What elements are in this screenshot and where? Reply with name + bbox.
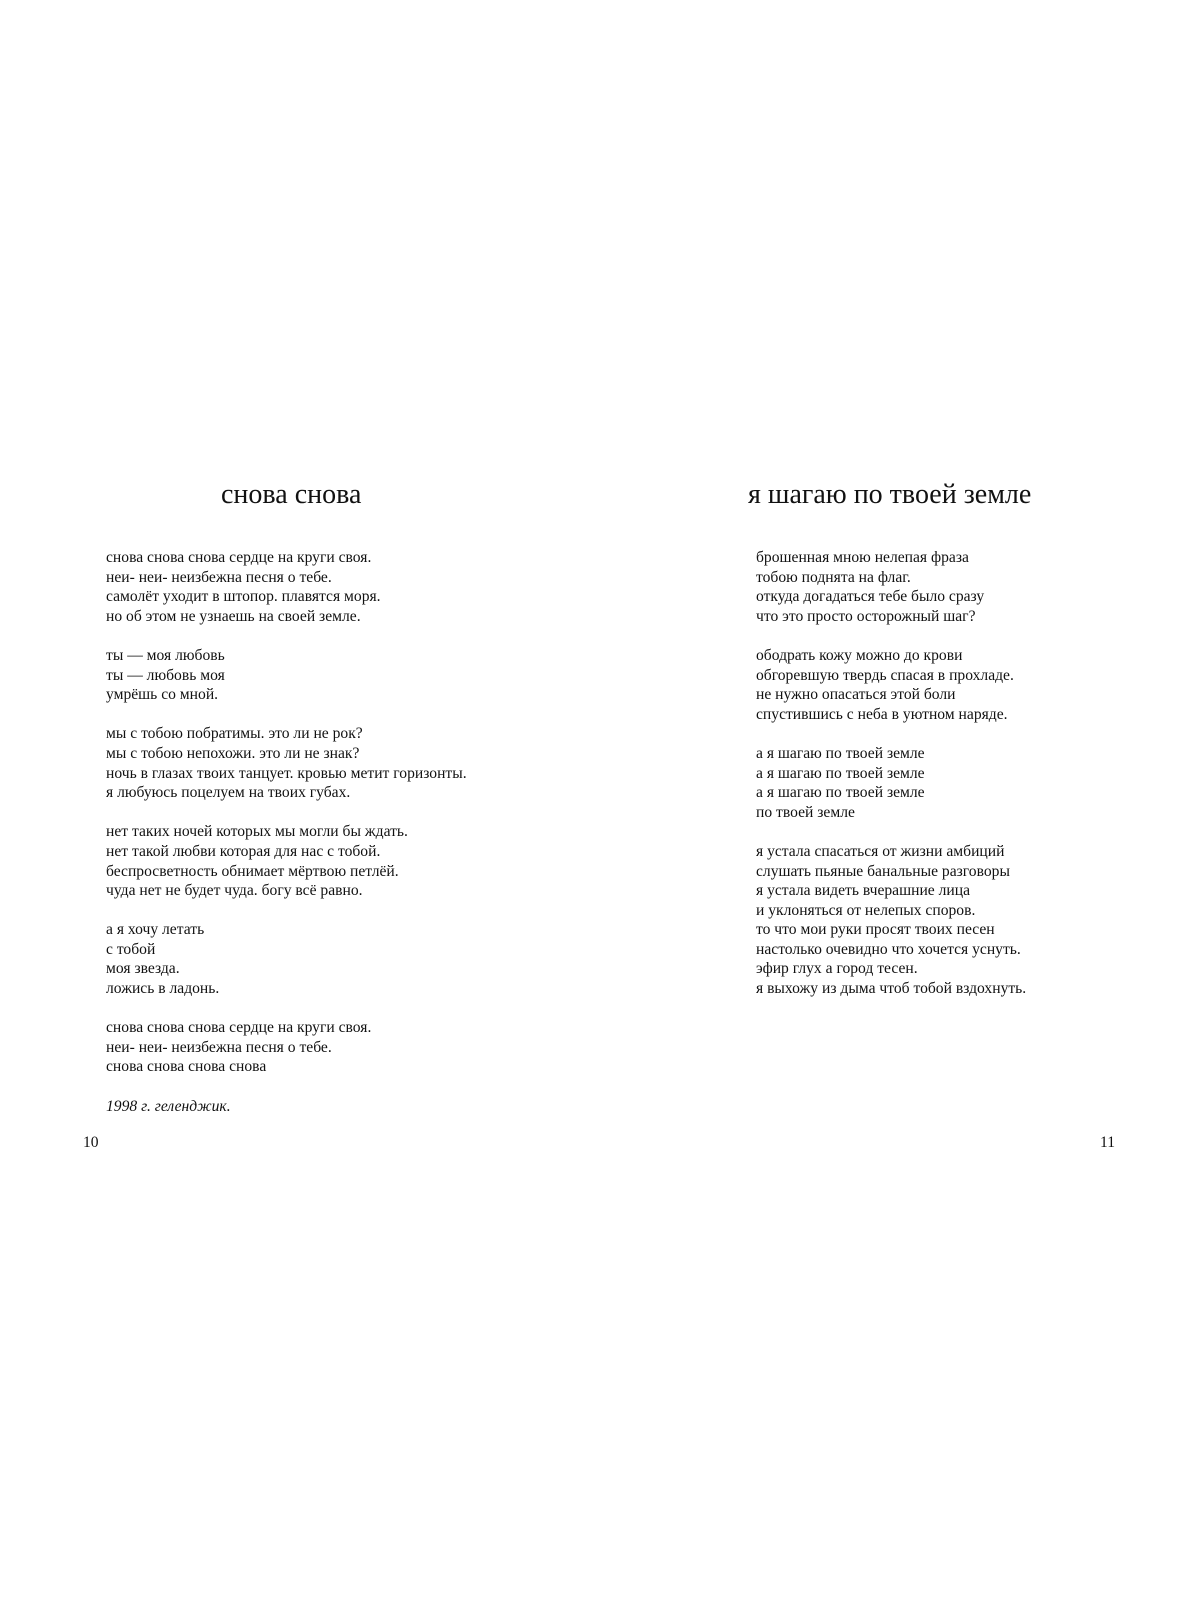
poem-line: а я хочу летать bbox=[106, 921, 205, 939]
poem-line: я устала спасаться от жизни амбиций bbox=[756, 842, 1005, 860]
poem-line: я любуюсь поцелуем на твоих губах. bbox=[106, 784, 351, 802]
poem-line: слушать пьяные банальные разговоры bbox=[756, 862, 1010, 880]
stanza bbox=[756, 646, 1186, 724]
poem-line: умрёшь со мной. bbox=[106, 686, 219, 704]
stanza bbox=[106, 822, 576, 900]
page-number: 11 bbox=[1100, 1134, 1116, 1151]
poem-line: неи- неи- неизбежна песня о тебе. bbox=[106, 1038, 332, 1056]
poem-body bbox=[756, 548, 1186, 1018]
poem-line: снова снова снова сердце на круги своя. bbox=[106, 549, 372, 566]
poem-line: мы с тобою побратимы. это ли не рок? bbox=[106, 725, 363, 743]
poem-line: спустившись с неба в уютном наряде. bbox=[756, 705, 1008, 723]
poem-signature: 1998 г. геленджик. bbox=[106, 1097, 231, 1115]
poem-line: беспросветность обнимает мёртвою петлёй. bbox=[106, 862, 399, 880]
stanza bbox=[106, 920, 576, 998]
poem-line: эфир глух а город тесен. bbox=[756, 960, 918, 978]
poem-line: чуда нет не будет чуда. богу всё равно. bbox=[106, 882, 363, 900]
poem-line: неи- неи- неизбежна песня о тебе. bbox=[106, 568, 332, 586]
stanza bbox=[106, 724, 576, 802]
poem-line: обгоревшую твердь спасая в прохладе. bbox=[756, 666, 1014, 684]
poem-line: моя звезда. bbox=[106, 960, 180, 978]
poem-line: нет таких ночей которых мы могли бы ждать. bbox=[106, 823, 408, 841]
poem-line: снова снова снова сердце на круги своя. bbox=[106, 1019, 372, 1037]
poem-line: и уклоняться от нелепых споров. bbox=[756, 901, 976, 919]
poem-line: ложись в ладонь. bbox=[106, 980, 220, 998]
poem-line: ободрать кожу можно до крови bbox=[756, 646, 963, 664]
poem-line: ночь в глазах твоих танцует. кровью метит горизонты. bbox=[106, 764, 467, 782]
poem-line: нет такой любви которая для нас с тобой. bbox=[106, 842, 381, 860]
poem-line: снова снова снова снова bbox=[106, 1058, 267, 1076]
poem-line: откуда догадаться тебе было сразу bbox=[756, 588, 985, 606]
stanza bbox=[106, 1018, 576, 1077]
stanza bbox=[756, 842, 1186, 999]
stanza bbox=[106, 646, 576, 705]
poem-line: а я шагаю по твоей земле bbox=[756, 744, 925, 762]
poem-line: а я шагаю по твоей земле bbox=[756, 784, 925, 802]
poem-line: не нужно опасаться этой боли bbox=[756, 686, 956, 704]
poem-line: самолёт уходит в штопор. плавятся моря. bbox=[106, 588, 381, 606]
poem-line: мы с тобою непохожи. это ли не знак? bbox=[106, 744, 360, 762]
poem-line: с тобой bbox=[106, 940, 156, 958]
poem-title: снова снова bbox=[221, 479, 362, 510]
poem-line: настолько очевидно что хочется уснуть. bbox=[756, 940, 1021, 958]
right-page bbox=[600, 0, 1200, 1600]
page-number: 10 bbox=[83, 1134, 99, 1151]
stanza bbox=[756, 548, 1186, 626]
stanza bbox=[106, 548, 576, 626]
poem-line: ты — моя любовь bbox=[106, 646, 225, 664]
poem-line: по твоей земле bbox=[756, 803, 855, 821]
poem-title: я шагаю по твоей земле bbox=[748, 479, 1032, 510]
poem-line: ты — любовь моя bbox=[106, 666, 225, 684]
poem-line: а я шагаю по твоей земле bbox=[756, 764, 925, 782]
poem-line: я выхожу из дыма чтоб тобой вздохнуть. bbox=[756, 980, 1027, 998]
poem-line: брошенная мною нелепая фраза bbox=[756, 549, 969, 566]
poem-line: что это просто осторожный шаг? bbox=[756, 607, 976, 625]
stanza bbox=[756, 744, 1186, 822]
poem-line: я устала видеть вчерашние лица bbox=[756, 882, 971, 900]
poem-line: но об этом не узнаешь на своей земле. bbox=[106, 607, 361, 625]
poem-body bbox=[106, 548, 576, 1116]
poem-line: тобою поднята на флаг. bbox=[756, 568, 911, 586]
poem-line: то что мои руки просят твоих песен bbox=[756, 921, 995, 939]
